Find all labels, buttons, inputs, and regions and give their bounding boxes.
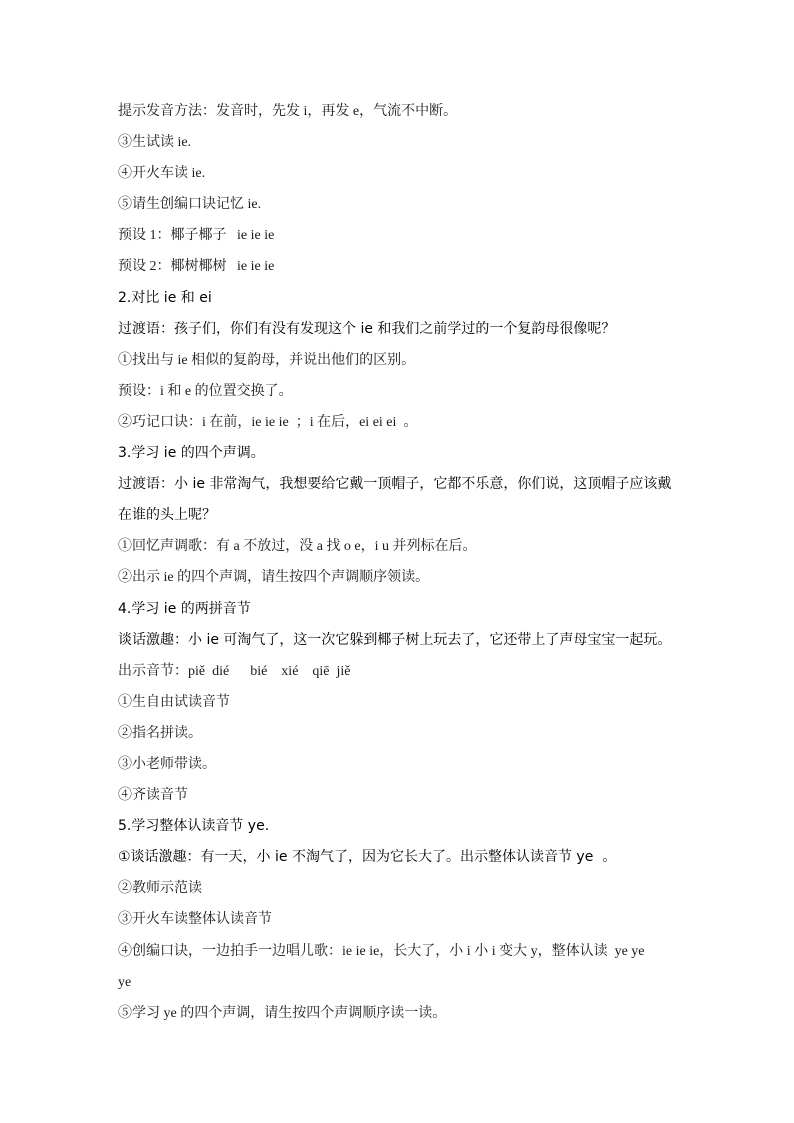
paragraph-line: ④齐读音节 xyxy=(118,788,188,804)
paragraph-line: ④创编口诀，一边拍手一边唱儿歌：ie ie ie，长大了，小 i 小 i 变大 y，整体认读 ye ye xyxy=(118,943,645,959)
paragraph-line: 预设 2：椰树椰树 ie ie ie xyxy=(118,259,275,275)
paragraph-line: ③开火车读整体认读音节 xyxy=(118,912,272,928)
document-body xyxy=(118,96,718,1029)
paragraph-line: ①生自由试读音节 xyxy=(118,694,230,710)
section-heading: 2.对比 ie 和 ei xyxy=(118,289,212,306)
paragraph-line: 预设：i 和 e 的位置交换了。 xyxy=(118,383,293,399)
paragraph-line: 在谁的头上呢？ xyxy=(118,507,216,524)
section-heading: 5.学习整体认读音节 ye. xyxy=(118,818,270,835)
paragraph-line: ①回忆声调歌：有 a 不放过，没 a 找 o e，i u 并列标在后。 xyxy=(118,539,477,555)
section-heading: 4.学习 ie 的两拼音节 xyxy=(118,600,251,617)
paragraph-line: ②巧记口诀：i 在前，ie ie ie ；i 在后，ei ei ei 。 xyxy=(118,414,418,430)
paragraph-line: ⑤学习 ye 的四个声调，请生按四个声调顺序读一读。 xyxy=(118,1005,447,1021)
section-heading: 3.学习 ie 的四个声调。 xyxy=(118,445,265,462)
paragraph-line: ③生试读 ie. xyxy=(118,135,192,151)
paragraph-line: ye xyxy=(118,974,132,990)
paragraph-line: 预设 1：椰子椰子 ie ie ie xyxy=(118,228,275,244)
paragraph-line: ⑤请生创编口诀记忆 ie. xyxy=(118,197,262,213)
paragraph-line: 出示音节：piě dié bié xié qiē jiě xyxy=(118,663,351,679)
paragraph-line: ①找出与 ie 相似的复韵母，并说出他们的区别。 xyxy=(118,352,416,368)
paragraph-line: 过渡语：孩子们，你们有没有发现这个 ie 和我们之前学过的一个复韵母很像呢？ xyxy=(118,320,616,337)
paragraph-line: ③小老师带读。 xyxy=(118,756,216,772)
paragraph-line: ②出示 ie 的四个声调，请生按四个声调顺序领读。 xyxy=(118,570,430,586)
paragraph-line: 谈话激趣：小 ie 可淘气了，这一次它躲到椰子树上玩去了，它还带上了声母宝宝一起玩。 xyxy=(118,631,672,648)
paragraph-line: ②指名拼读。 xyxy=(118,725,202,741)
paragraph-line: 提示发音方法：发音时，先发 i，再发 e，气流不中断。 xyxy=(118,104,458,119)
paragraph-line: 过渡语：小 ie 非常淘气，我想要给它戴一顶帽子，它都不乐意，你们说，这顶帽子应该戴 xyxy=(118,476,672,493)
paragraph-line: ①谈话激趣：有一天，小 ie 不淘气了，因为它长大了。出示整体认读音节 ye 。 xyxy=(118,849,617,866)
paragraph-line: ②教师示范读 xyxy=(118,881,202,897)
paragraph-line: ④开火车读 ie. xyxy=(118,166,206,182)
